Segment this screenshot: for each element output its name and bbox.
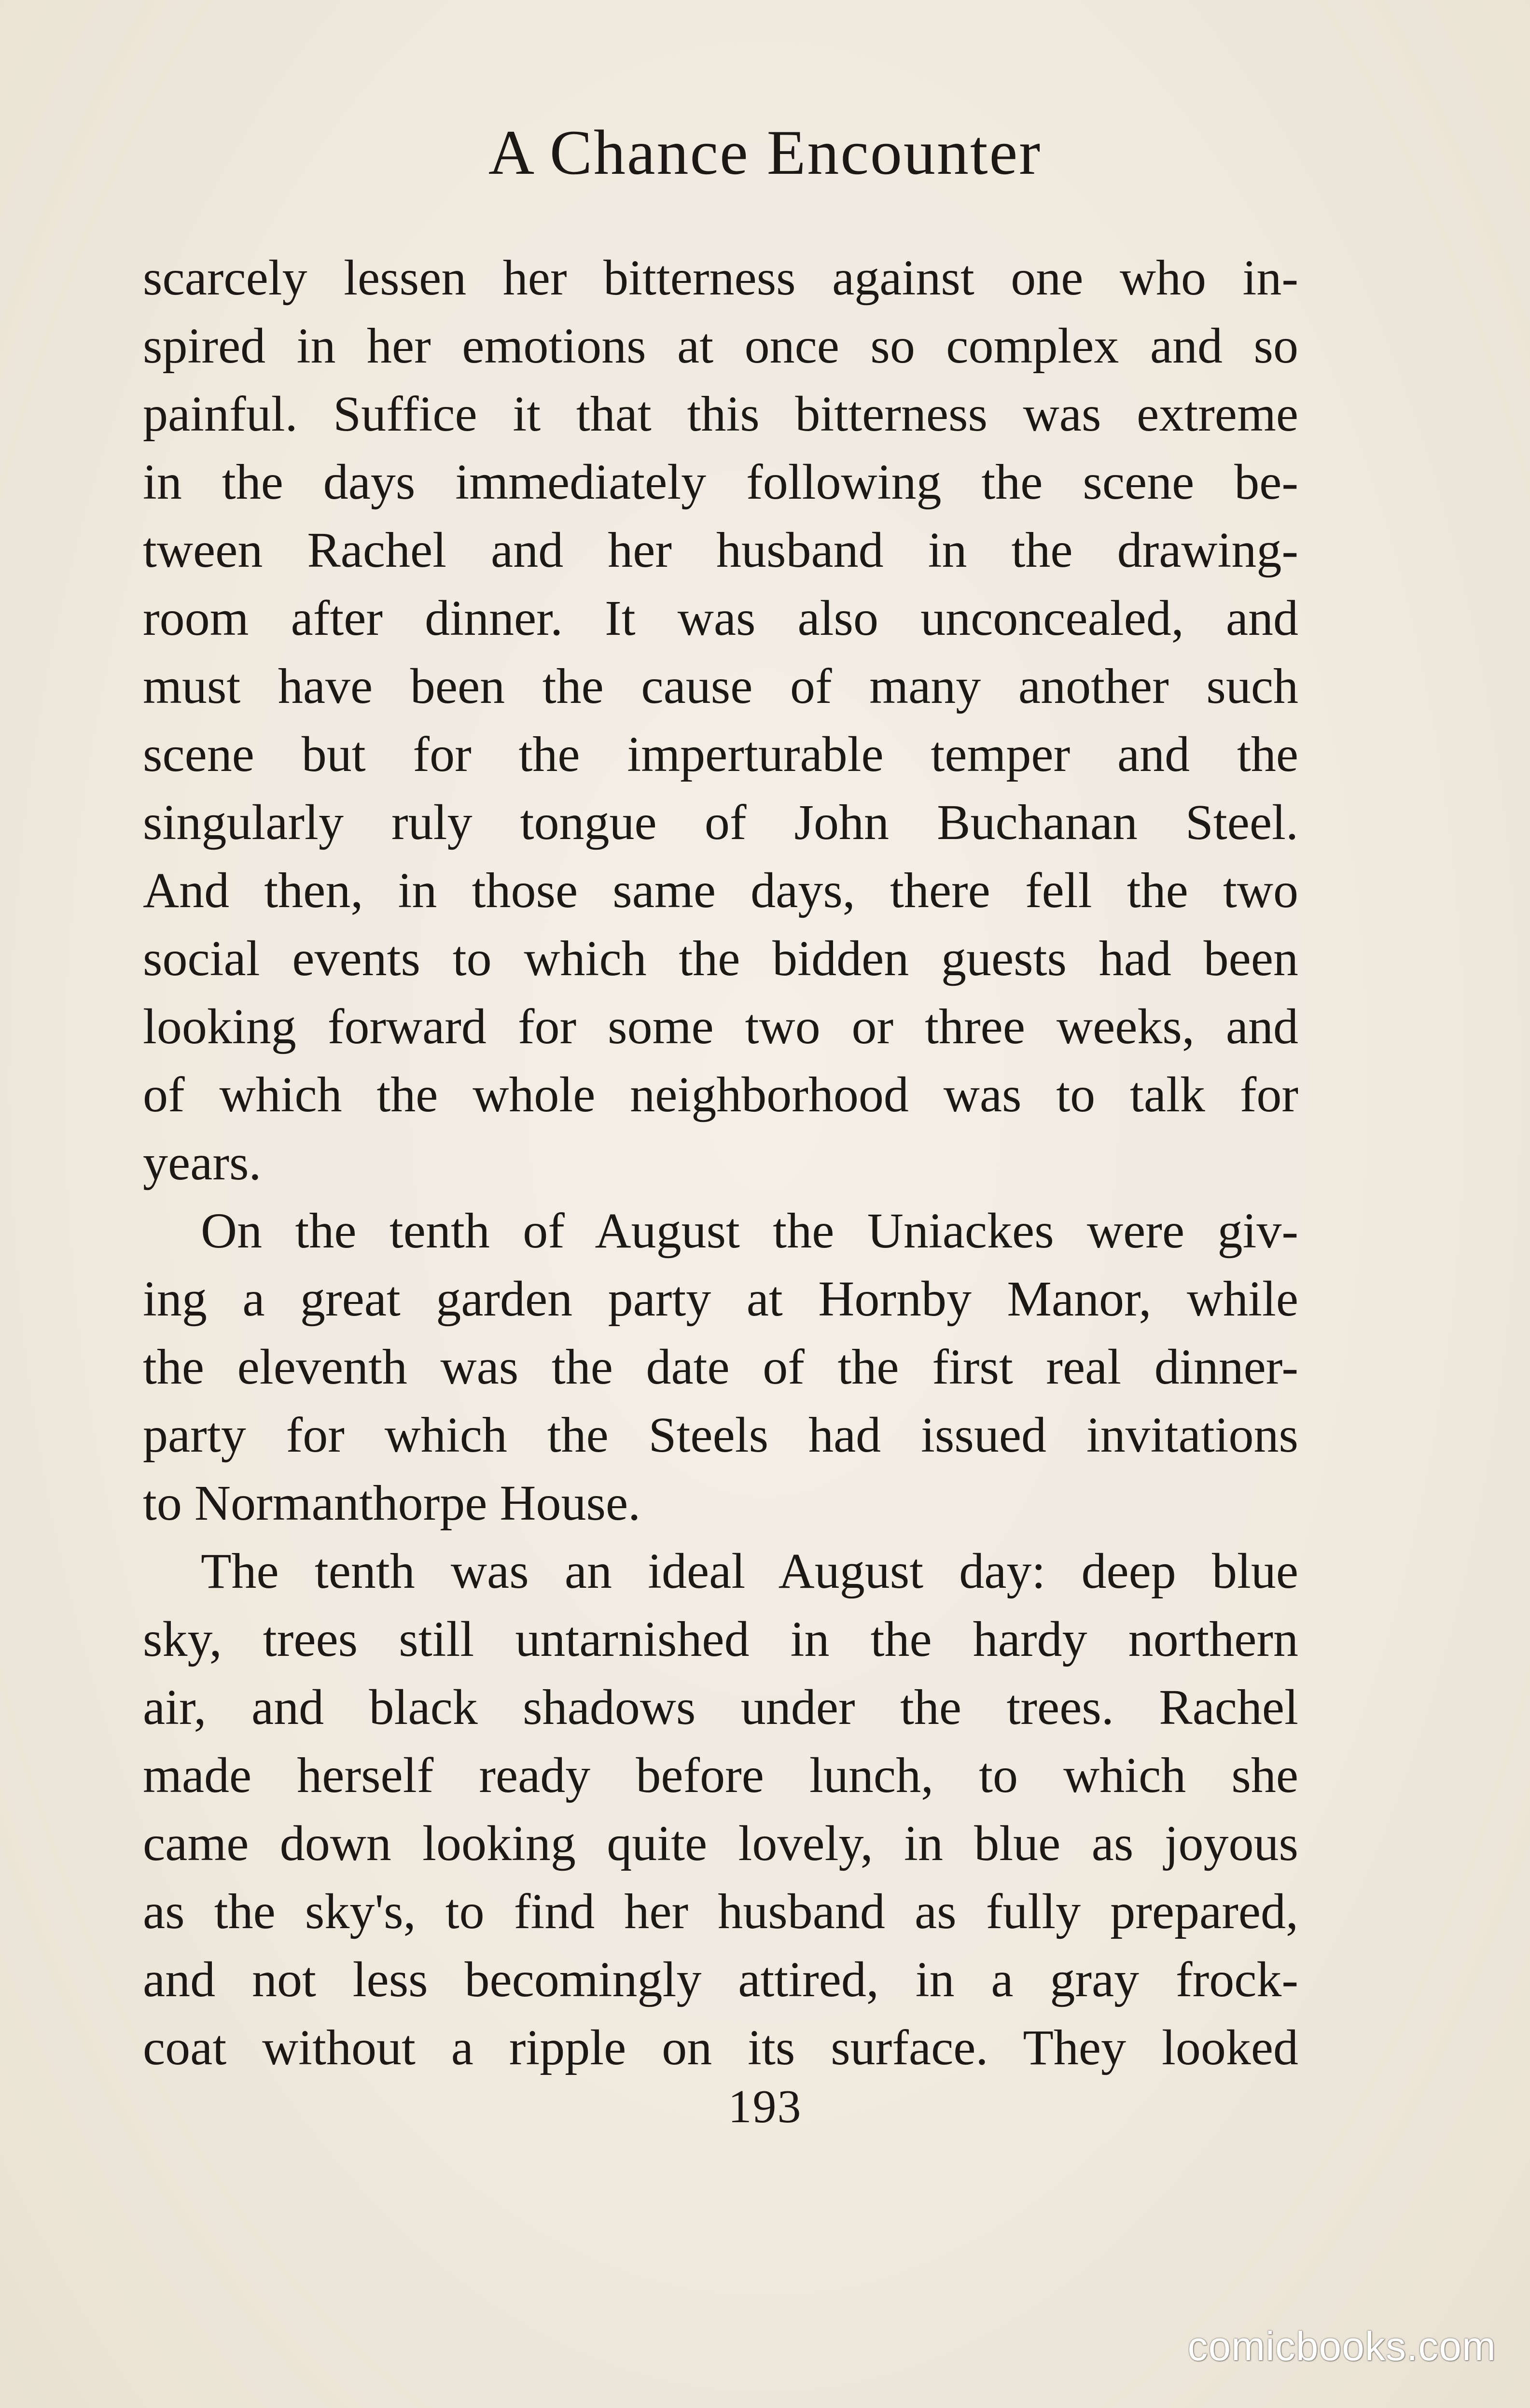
text-line: scene but for the imperturable temper and the bbox=[143, 727, 1298, 782]
text-line: to Normanthorpe House. bbox=[143, 1475, 641, 1531]
text-line: must have been the cause of many another such bbox=[143, 658, 1298, 714]
text-line: looking forward for some two or three weeks, and bbox=[143, 999, 1298, 1054]
body-text bbox=[143, 244, 1298, 2082]
text-line: and not less becomingly attired, in a gray frock- bbox=[143, 1952, 1298, 2007]
text-line: made herself ready before lunch, to which she bbox=[143, 1748, 1298, 1803]
paragraph-1 bbox=[143, 244, 1298, 1197]
text-line: of which the whole neighborhood was to talk for bbox=[143, 1067, 1298, 1122]
watermark: comicbooks.com bbox=[1187, 2324, 1496, 2369]
text-line: And then, in those same days, there fell the two bbox=[143, 863, 1298, 918]
text-line: On the tenth of August the Uniackes were giv- bbox=[201, 1203, 1298, 1259]
text-line: painful. Suffice it that this bitterness was extreme bbox=[143, 386, 1298, 442]
text-line: party for which the Steels had issued invitations bbox=[143, 1407, 1298, 1463]
text-line: scarcely lessen her bitterness against one who in- bbox=[143, 250, 1298, 306]
paragraph-3 bbox=[143, 1537, 1298, 2082]
text-line: came down looking quite lovely, in blue as joyous bbox=[143, 1816, 1298, 1871]
text-line: air, and black shadows under the trees. Rachel bbox=[143, 1680, 1298, 1735]
text-line: singularly ruly tongue of John Buchanan Steel. bbox=[143, 795, 1298, 850]
text-line: years. bbox=[143, 1135, 262, 1190]
page-number: 193 bbox=[728, 2081, 802, 2133]
text-line: room after dinner. It was also unconcealed, and bbox=[143, 590, 1298, 646]
text-line: The tenth was an ideal August day: deep blue bbox=[201, 1543, 1298, 1599]
text-line: spired in her emotions at once so complex and so bbox=[143, 318, 1298, 374]
text-line: coat without a ripple on its surface. They looked bbox=[143, 2020, 1298, 2075]
running-head: A Chance Encounter bbox=[488, 117, 1042, 188]
text-line: tween Rachel and her husband in the drawing- bbox=[143, 522, 1298, 578]
text-line: in the days immediately following the scene be- bbox=[143, 454, 1298, 510]
text-line: as the sky's, to find her husband as fully prepared, bbox=[143, 1884, 1298, 1939]
text-line: social events to which the bidden guests had been bbox=[143, 931, 1298, 986]
paragraph-2 bbox=[143, 1197, 1298, 1537]
text-line: sky, trees still untarnished in the hardy northern bbox=[143, 1611, 1298, 1667]
text-line: ing a great garden party at Hornby Manor, while bbox=[143, 1271, 1298, 1327]
text-line: the eleventh was the date of the first real dinner- bbox=[143, 1339, 1298, 1395]
